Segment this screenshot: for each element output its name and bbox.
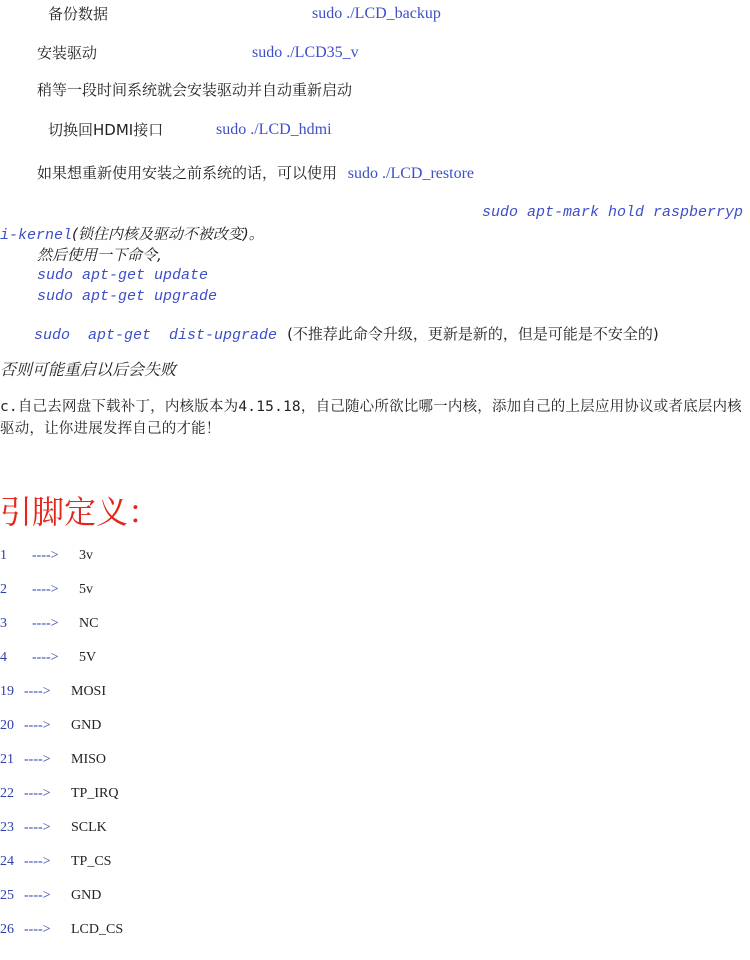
restore-note-text: 如果想重新使用安装之前系统的话，可以使用 xyxy=(37,164,338,182)
pin-row xyxy=(0,683,106,701)
backup-step xyxy=(48,4,108,24)
install-command: sudo ./LCD35_v xyxy=(252,44,359,61)
pin-row xyxy=(0,887,101,905)
pin-row xyxy=(0,615,98,633)
pin-row xyxy=(0,785,118,803)
pin-number: 24 xyxy=(0,854,14,869)
pin-number: 20 xyxy=(0,718,14,733)
pin-number: 25 xyxy=(0,888,14,903)
restore-note xyxy=(37,163,474,184)
dist-command-part2: apt-get xyxy=(88,327,152,344)
pin-number: 23 xyxy=(0,820,14,835)
pin-number: 2 xyxy=(0,582,7,597)
dist-command-part1: sudo xyxy=(34,327,71,344)
pin-number: 26 xyxy=(0,922,14,937)
pin-arrow: ----> xyxy=(24,752,51,767)
hold-command-tail: i-kernel xyxy=(0,227,73,244)
hold-command-line2 xyxy=(0,224,264,246)
pin-number: 19 xyxy=(0,684,14,699)
pin-signal: GND xyxy=(71,888,102,903)
pin-signal: 5V xyxy=(79,650,97,665)
pin-row xyxy=(0,581,93,599)
pin-arrow: ----> xyxy=(24,854,51,869)
pin-row xyxy=(0,649,96,667)
pin-signal: GND xyxy=(71,718,102,733)
wait-note: 稍等一段时间系统就会安装驱动并自动重新启动 xyxy=(37,81,353,99)
pin-row xyxy=(0,717,101,735)
pin-arrow: ----> xyxy=(24,718,51,733)
pin-arrow: ----> xyxy=(32,616,59,631)
pin-arrow: ----> xyxy=(32,548,59,563)
pin-arrow: ----> xyxy=(24,888,51,903)
pin-signal: 5v xyxy=(79,582,93,597)
pin-arrow: ----> xyxy=(32,650,59,665)
pin-number: 4 xyxy=(0,650,7,665)
backup-label: 备份数据 xyxy=(48,5,109,23)
hdmi-label: 切换回HDMI接口 xyxy=(48,121,164,139)
restore-command: sudo ./LCD_restore xyxy=(347,165,474,182)
patch-paragraph: c.自己去网盘下载补丁，内核版本为4.15.18，自己随心所欲比哪一内核，添加自己的上层应用协议或者底层内核驱动，让你进展发挥自己的才能！ xyxy=(0,399,742,437)
pin-signal: 3v xyxy=(79,548,93,563)
pin-arrow: ----> xyxy=(24,684,51,699)
failure-warning: 否则可能重启以后会失败 xyxy=(0,360,177,379)
pin-arrow: ----> xyxy=(24,786,51,801)
hold-note: (锁住内核及驱动不被改变)。 xyxy=(72,225,264,243)
update-command: sudo apt-get update xyxy=(37,267,209,284)
backup-command: sudo ./LCD_backup xyxy=(312,5,441,22)
pin-definition-heading: 引脚定义： xyxy=(0,493,161,531)
pin-arrow: ----> xyxy=(24,820,51,835)
hold-command-line1: sudo apt-mark hold raspberryp xyxy=(482,204,744,221)
pin-signal: TP_CS xyxy=(71,854,112,869)
pin-arrow: ----> xyxy=(32,582,59,597)
pin-signal: SCLK xyxy=(71,820,107,835)
pin-row xyxy=(0,547,93,565)
pin-signal: NC xyxy=(79,616,99,631)
install-label: 安装驱动 xyxy=(37,44,98,62)
dist-command-part3: dist-upgrade xyxy=(169,327,278,344)
pin-number: 22 xyxy=(0,786,14,801)
pin-number: 3 xyxy=(0,616,7,631)
upgrade-command: sudo apt-get upgrade xyxy=(37,288,218,305)
hdmi-command: sudo ./LCD_hdmi xyxy=(216,121,332,138)
pin-row xyxy=(0,921,123,939)
pin-row xyxy=(0,853,111,871)
pin-signal: MOSI xyxy=(71,684,107,699)
pin-row xyxy=(0,819,107,837)
then-note: 然后使用一下命令, xyxy=(37,246,162,264)
pin-signal: TP_IRQ xyxy=(71,786,119,801)
pin-number: 21 xyxy=(0,752,14,767)
pin-number: 1 xyxy=(0,548,7,563)
pin-arrow: ----> xyxy=(24,922,51,937)
dist-note: (不推荐此命令升级，更新是新的，但是可能是不安全的) xyxy=(287,325,659,343)
pin-signal: LCD_CS xyxy=(71,922,124,937)
pin-signal: MISO xyxy=(71,752,107,767)
dist-upgrade-line xyxy=(34,324,659,346)
pin-row xyxy=(0,751,106,769)
